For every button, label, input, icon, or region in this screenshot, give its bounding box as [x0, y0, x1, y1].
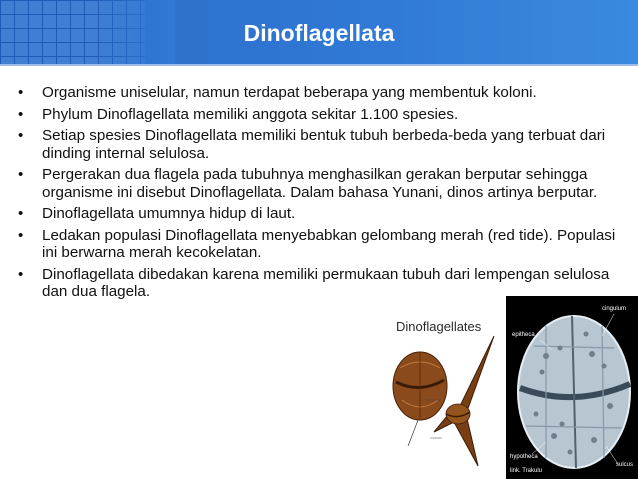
bullet-text: Pergerakan dua flagela pada tubuhnya menghasilkan gerakan berputar sehingga organisme ini disebut Dinoflagellata. Dalam bahasa Yunani, dinos artinya berputar.: [42, 166, 598, 201]
title-bar: [0, 0, 638, 64]
bullet-icon: •: [18, 127, 24, 144]
image-credit: link. Trakulu: [510, 468, 543, 474]
slide-title: Dinoflagellata: [243, 20, 395, 46]
bullet-icon: •: [18, 84, 24, 101]
figure-label: Dinoflagellates: [396, 319, 482, 334]
bullet-icon: •: [18, 205, 24, 222]
bullet-text: Dinoflagellata dibedakan karena memiliki permukaan tubuh dari lempengan selulosa dan dua flagela.: [42, 265, 610, 300]
label-epitheca: epitheca: [512, 332, 535, 338]
bullet-text: Setiap spesies Dinoflagellata memiliki bentuk tubuh berbeda-beda yang terbuat dari dinding internal selulosa.: [42, 127, 606, 162]
bullet-text: Ledakan populasi Dinoflagellata menyebabkan gelombang merah (red tide). Populasi ini berwarna merah kecokelatan.: [42, 226, 616, 261]
bullet-item: [18, 106, 618, 124]
bullet-item: [18, 127, 618, 162]
micrograph-panel: [506, 296, 638, 479]
bullet-text: Phylum Dinoflagellata memiliki anggota sekitar 1.100 spesies.: [42, 105, 459, 123]
dinoflagellate-figure: [382, 296, 638, 479]
header-divider: [0, 64, 638, 66]
bullet-icon: •: [18, 226, 24, 244]
bullet-list: [18, 84, 618, 305]
micrograph-image: [506, 296, 638, 479]
bullet-item: [18, 227, 618, 262]
bullet-item: [18, 205, 618, 223]
bullet-item: [18, 166, 618, 201]
label-hypotheca: hypotheca: [510, 454, 538, 460]
label-sulcus: sulcus: [616, 462, 634, 468]
round-dinoflagellate-illustration: [393, 352, 447, 446]
bullet-icon: •: [18, 265, 24, 283]
bullet-text: Dinoflagellata umumnya hidup di laut.: [42, 205, 296, 222]
label-cingulum: cingulum: [602, 306, 627, 312]
bullet-item: [18, 84, 618, 102]
dinoflagellate-drawing: [382, 296, 506, 479]
bullet-text: Organisme uniselular, namun terdapat beberapa yang membentuk koloni.: [42, 84, 537, 101]
bullet-icon: •: [18, 105, 24, 123]
bullet-icon: •: [18, 166, 24, 183]
